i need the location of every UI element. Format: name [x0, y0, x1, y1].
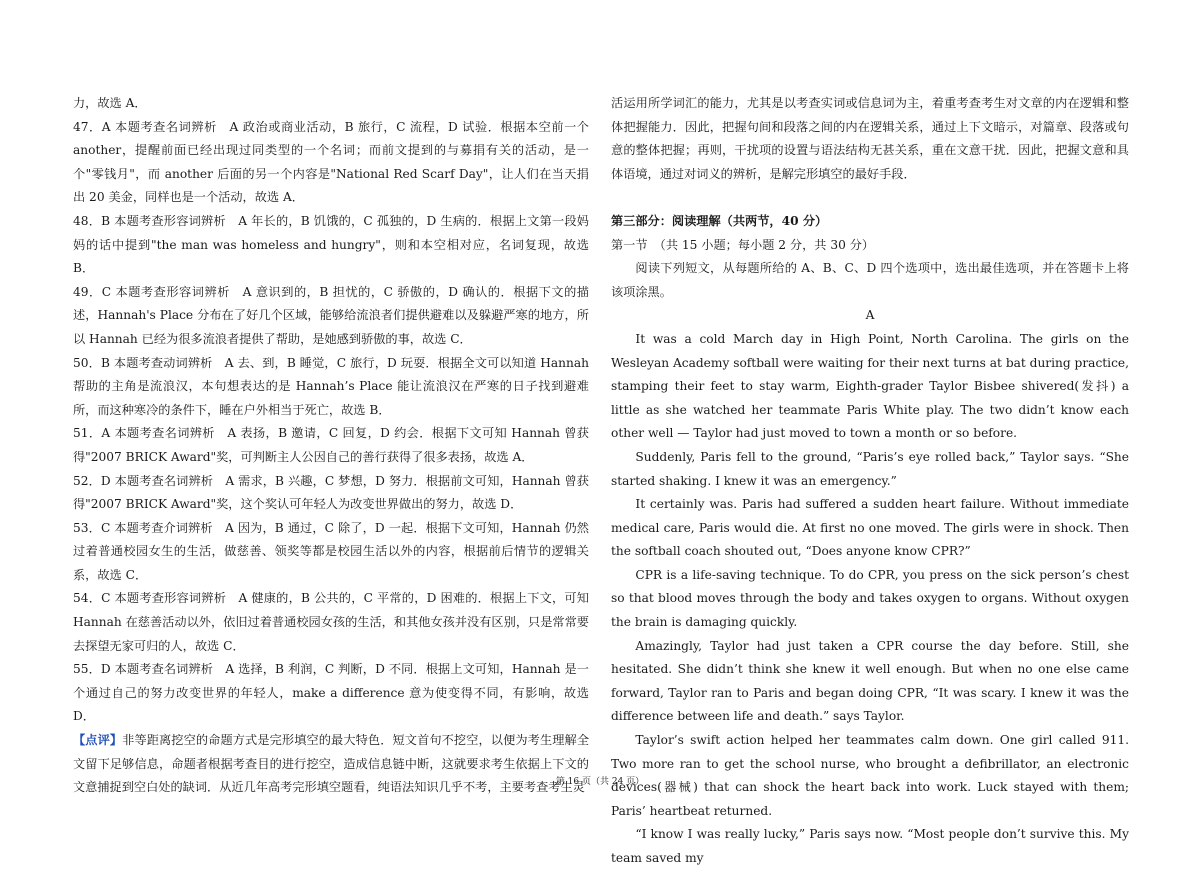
passage-label: A: [865, 308, 875, 323]
page-footer: 第 16 页（共 24 页）: [555, 777, 645, 787]
passage-paragraph: CPR is a life-saving technique. To do CPR, you press on the sick person’s chest so that blood moves through the body and takes oxygen to organs. Without oxygen the brain is damaging quickly.: [611, 567, 1129, 630]
passage-paragraph: It certainly was. Paris had suffered a sudden heart failure. Without immediate medical care, Paris would die. At first no one moved. The girls were in shock. Then the softball coach shouted out, “Does anyone know CPR?”: [611, 497, 1129, 559]
comment-label: 【点评】: [73, 733, 123, 748]
instructions: 阅读下列短文，从每题所给的 A、B、C、D 四个选项中，选出最佳选项，并在答题卡上将该项涂黑。: [611, 261, 1129, 299]
answer-paragraph: 力，故选 A．: [73, 96, 147, 110]
comment-continuation: 活运用所学词汇的能力，尤其是以考查实词或信息词为主，着重考查考生对文章的内在逻辑和整体把握能力．因此，把握句间和段落之间的内在逻辑关系，通过上下文暗示，对篇章、段落或句意的整体把握；再则，干扰项的设置与语法结构无甚关系，重在文意干扰．因此，把握文意和具体语境，通过对词义的辨析，是解完形填空的最好手段．: [611, 96, 1129, 181]
answer-paragraph: 49．C 本题考查形容词辨析 A 意识到的，B 担忧的，C 骄傲的，D 确认的．根据下文的描述，Hannah's Place 分布在了好几个区域，能够给流浪者们提供避难以及躲避严寒的地方，所以 Hannah 已经为很多流浪者提供了帮助，是她感到骄傲的事，故选 C．: [73, 284, 589, 346]
answer-paragraph: 54．C 本题考查形容词辨析 A 健康的，B 公共的，C 平常的，D 困难的．根据上下文，可知 Hannah 在慈善活动以外，依旧过着普通校园女孩的生活，和其他女孩并没有区别，只是常常要去探望无家可归的人，故选 C．: [73, 591, 589, 653]
subsection-heading: 第一节 （共 15 小题；每小题 2 分，共 30 分）: [611, 237, 875, 252]
answer-paragraph: 51．A 本题考查名词辨析 A 表扬，B 邀请，C 回复，D 约会．根据下文可知 Hannah 曾获得"2007 BRICK Award"奖，可判断主人公因自己的善行获得了很多表扬，故选 A．: [73, 426, 589, 464]
answer-paragraph: 48．B 本题考查形容词辨析 A 年长的，B 饥饿的，C 孤独的，D 生病的．根据上文第一段妈妈的话中提到"the man was homeless and hungry"，则和本空相对应，名词复现，故选 B．: [73, 213, 589, 276]
comment-text: 非等距离挖空的命题方式是完形填空的最大特色．短文首句不挖空，以便为考生理解全文留下足够信息，命题者根据考查目的进行挖空，造成信息链中断，这就要求考生依据上下文的文意捕捉到空白处的缺词．从近几年高考完形填空题看，纯语法知识几乎不考，主要考查考生灵: [73, 733, 590, 795]
section-heading: 第三部分：阅读理解（共两节，40 分）: [611, 213, 828, 228]
comment-paragraph: [73, 729, 589, 800]
answer-paragraph: 50．B 本题考查动词辨析 A 去、到，B 睡觉，C 旅行，D 玩耍．根据全文可以知道 Hannah 帮助的主角是流浪汉，本句想表达的是 Hannah’s Place 能让流浪汉在严寒的日子找到避难所，而这种寒冷的条件下，睡在户外相当于死亡，故选 B．: [73, 355, 589, 417]
answer-paragraph: 55．D 本题考查名词辨析 A 选择，B 利润，C 判断，D 不同．根据上文可知，Hannah 是一个通过自己的努力改变世界的年轻人，make a difference 意为使变得不同，有影响，故选 D．: [73, 662, 589, 724]
passage-paragraph: “I know I was really lucky,” Paris says now. “Most people don’t survive this. My team saved my: [611, 827, 1129, 865]
left-column: [73, 92, 589, 800]
answer-paragraph: 53．C 本题考查介词辨析 A 因为，B 通过，C 除了，D 一起．根据下文可知，Hannah 仍然过着普通校园女生的生活，做慈善、领奖等都是校园生活以外的内容，根据前后情节的逻辑关系，故选 C．: [73, 520, 589, 582]
passage-paragraph: Amazingly, Taylor had just taken a CPR course the day before. Still, she hesitated. She didn’t think she knew it well enough. But when no one else came forward, Taylor ran to Paris and began doing CPR, “It was scary. I knew it was the difference between life and death.” says Taylor.: [611, 638, 1129, 724]
passage-paragraph: It was a cold March day in High Point, North Carolina. The girls on the Wesleyan Academy softball were waiting for their next turns at bat during practice, stamping their feet to stay warm, Eighth-grader Taylor Bisbee shivered(发抖) a little as she watched her teammate Paris White play. The two didn’t know each other well — Taylor had just moved to town a month or so before.: [611, 331, 1129, 441]
answer-paragraph: 47．A 本题考查名词辨析 A 政治或商业活动，B 旅行，C 流程，D 试验．根据本空前一个 another，提醒前面已经出现过同类型的一个名词；而前文提到的与募捐有关的活动，是一个"零钱月"，而 another 后面的另一个内容是"National Red Scarf Day"，让人们在当天捐出 20 美金，同样也是一个活动，故选 A．: [73, 119, 589, 205]
right-column: [611, 92, 1129, 871]
passage-paragraph: Taylor’s swift action helped her teammates calm down. One girl called 911. Two more ran to get the school nurse, who brought a defibrillator, an electronic devices(器械) that can shock the heart back into work. Luck stayed with them; Paris’ heartbeat returned.: [611, 733, 1129, 818]
answer-paragraph: 52．D 本题考查名词辨析 A 需求，B 兴趣，C 梦想，D 努力．根据前文可知，Hannah 曾获得"2007 BRICK Award"奖，这个奖认可年轻人为改变世界做出的努力，故选 D．: [73, 473, 589, 512]
passage-paragraph: Suddenly, Paris fell to the ground, “Paris’s eye rolled back,” Taylor says. “She started shaking. I knew it was an emergency.”: [611, 449, 1129, 488]
